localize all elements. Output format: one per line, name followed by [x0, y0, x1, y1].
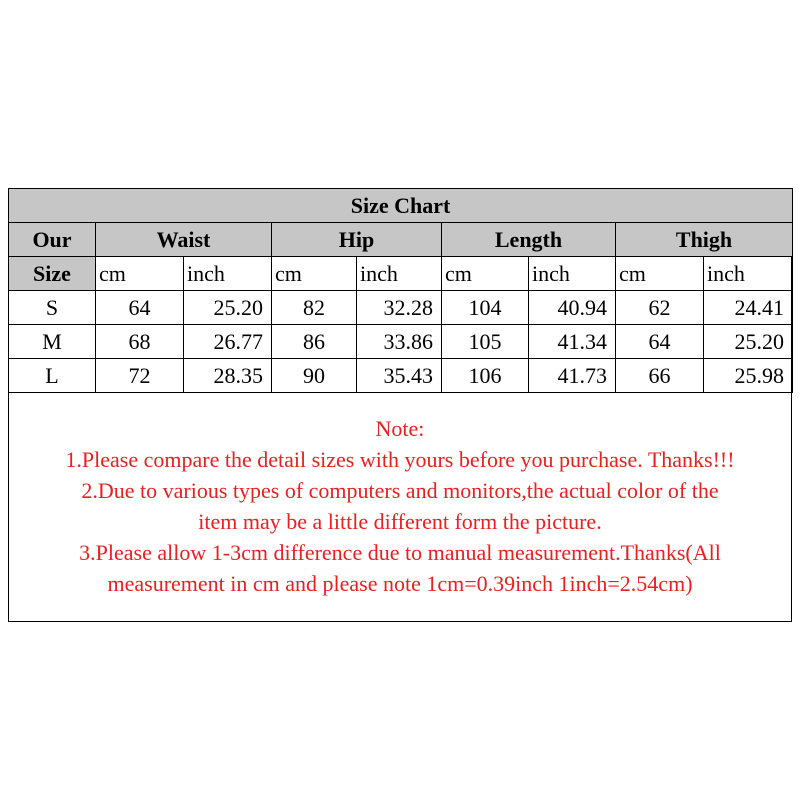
size-header-our: Our: [9, 223, 96, 257]
table-cell: 25.98: [704, 359, 793, 393]
unit-header: cm: [616, 257, 704, 291]
note-line: item may be a little different form the picture.: [198, 509, 602, 534]
table-cell: 82: [272, 291, 357, 325]
table-row: [9, 325, 793, 359]
table-cell: 68: [96, 325, 184, 359]
unit-header: inch: [704, 257, 793, 291]
unit-header: inch: [529, 257, 616, 291]
table-cell: 62: [616, 291, 704, 325]
size-label: S: [9, 291, 96, 325]
group-header-waist: Waist: [96, 223, 272, 257]
note-line: measurement in cm and please note 1cm=0.39inch 1inch=2.54cm): [107, 571, 693, 596]
note-line: 1.Please compare the detail sizes with yours before you purchase. Thanks!!!: [65, 447, 735, 472]
table-cell: 41.34: [529, 325, 616, 359]
table-cell: 25.20: [184, 291, 272, 325]
size-header-size: Size: [9, 257, 96, 291]
table-cell: 24.41: [704, 291, 793, 325]
unit-header: inch: [184, 257, 272, 291]
size-label: M: [9, 325, 96, 359]
group-header-length: Length: [442, 223, 616, 257]
table-cell: 41.73: [529, 359, 616, 393]
table-cell: 32.28: [357, 291, 442, 325]
table-cell: 64: [616, 325, 704, 359]
unit-header: cm: [442, 257, 529, 291]
table-title: Size Chart: [9, 189, 793, 223]
size-label: L: [9, 359, 96, 393]
table-cell: 33.86: [357, 325, 442, 359]
unit-header: cm: [272, 257, 357, 291]
table-row: [9, 291, 793, 325]
table-cell: 35.43: [357, 359, 442, 393]
unit-header: inch: [357, 257, 442, 291]
table-cell: 25.20: [704, 325, 793, 359]
note-line: 3.Please allow 1-3cm difference due to manual measurement.Thanks(All: [79, 540, 721, 565]
size-chart-table: [8, 188, 793, 393]
table-row: [9, 359, 793, 393]
group-header-thigh: Thigh: [616, 223, 793, 257]
table-cell: 105: [442, 325, 529, 359]
table-cell: 66: [616, 359, 704, 393]
size-chart-frame: [8, 188, 792, 622]
table-cell: 104: [442, 291, 529, 325]
table-cell: 26.77: [184, 325, 272, 359]
note-line: 2.Due to various types of computers and monitors,the actual color of the: [81, 478, 719, 503]
table-cell: 90: [272, 359, 357, 393]
unit-header: cm: [96, 257, 184, 291]
table-cell: 64: [96, 291, 184, 325]
notes-section: [9, 413, 791, 599]
table-cell: 106: [442, 359, 529, 393]
group-header-hip: Hip: [272, 223, 442, 257]
table-cell: 86: [272, 325, 357, 359]
table-cell: 40.94: [529, 291, 616, 325]
notes-heading: Note:: [375, 416, 425, 441]
table-cell: 28.35: [184, 359, 272, 393]
table-cell: 72: [96, 359, 184, 393]
